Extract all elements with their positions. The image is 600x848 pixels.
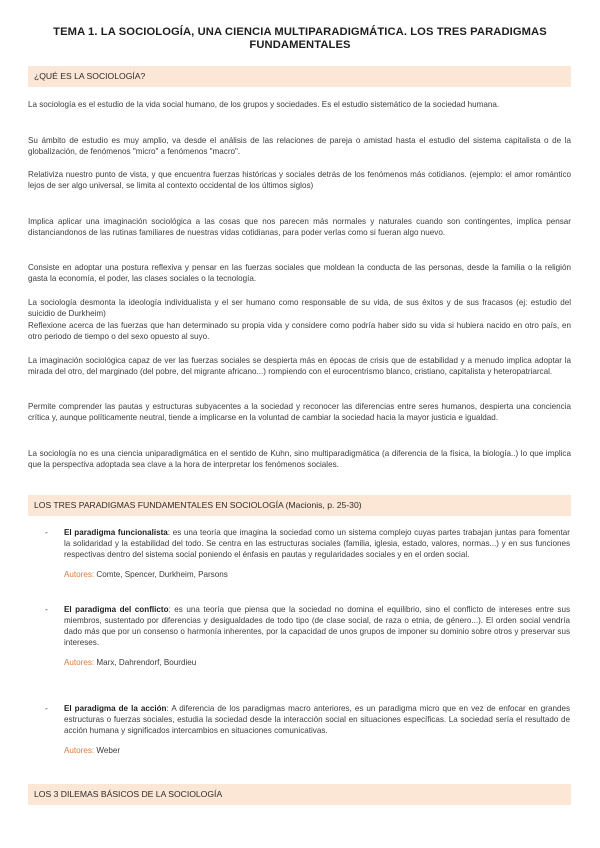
paragraph: Consiste en adoptar una postura reflexiva y pensar en las fuerzas sociales que moldean la conducta de las personas, desde la familia o la religión gasta la economía, el poder, las clases sociales o la tecnología.: [28, 263, 571, 284]
section-heading-que-es: ¿QUÉ ES LA SOCIOLOGÍA?: [28, 66, 571, 87]
paradigm-term: El paradigma funcionalista: [64, 528, 168, 537]
paradigm-term: El paradigma de la acción: [64, 704, 167, 713]
paradigm-item-funcionalista: [45, 527, 571, 580]
authors-list: Marx, Dahrendorf, Bourdieu: [96, 658, 197, 668]
paradigm-description: : es una teoría que imagina la sociedad como un sistema complejo cuyas partes trabajan juntas para fomentar la solidaridad y la estabilidad del todo. Se centra en las estructuras sociales (familia, iglesia, estado, valores, normas...) y en sus funciones respectivas dentro del sistema social poniendo el énfasis en pautas y regularidades sociales y en el orden social.: [64, 528, 571, 560]
paragraph: Permite comprender las pautas y estructuras subyacentes a la sociedad y reconocer las diferencias entre seres humanos, despierta una conciencia crítica y, aunque políticamente neutral, tiende a implicarse en la voluntad de cambiar la sociedad hacia la mayor justicia e igualdad.: [28, 402, 571, 423]
paragraph: Relativiza nuestro punto de vista, y que encuentra fuerzas históricas y sociales detrás de los fenómenos más cotidianos. (ejemplo: el amor romántico lejos de ser algo universal, se limita al contexto occidental de los últimos siglos): [28, 170, 571, 191]
section-heading-paradigmas: LOS TRES PARADIGMAS FUNDAMENTALES EN SOCIOLOGÍA (Macionis, p. 25-30): [28, 495, 571, 516]
document-title: TEMA 1. LA SOCIOLOGÍA, UNA CIENCIA MULTIPARADIGMÁTICA. LOS TRES PARADIGMAS FUNDAMENTALES: [53, 26, 547, 51]
paragraph: Su ámbito de estudio es muy amplio, va desde el análisis de las relaciones de pareja o amistad hasta el estudio del sistema capitalista o de la globalización, de fenómenos "micro" a fenómenos "macro".: [28, 136, 571, 157]
paradigm-description: : es una teoría que piensa que la sociedad no domina el equilibrio, sino el conflicto de intereses entre sus miembros, sustentado por diferencias y desigualdades de todo tipo (de clase social, de raza o etnia, de género...). El orden social vendría dado más que por un consenso o harmonía inherentes, por la capacidad de unos grupos de imponer su dominio sobre otros y preservar sus intereses.: [64, 605, 570, 648]
paragraph: La sociología es el estudio de la vida social humano, de los grupos y sociedades. Es el estudio sistemático de la sociedad humana.: [28, 100, 500, 109]
paragraph: Implica aplicar una imaginación sociológica a las cosas que nos parecen más normales y naturales cuando son contingentes, implica pensar distanciandonos de las rutinas familiares de nuestras vidas cotidianas, para poder verlas como si fueran algo nuevo.: [28, 217, 571, 238]
paragraph: La sociología no es una ciencia uniparadigmática en el sentido de Kuhn, sino multiparadigmática (a diferencia de la física, la biología..) lo que implica que la perspectiva adoptada sea clave a la hora de interpretar los fenómenos sociales.: [28, 449, 571, 470]
authors-label: Autores:: [64, 570, 95, 580]
paradigm-item-conflicto: [45, 604, 570, 668]
paragraph: La imaginación sociológica capaz de ver las fuerzas sociales se despierta más en épocas de crisis que de estabilidad y a menudo implica adoptar la mirada del otro, del marginado (del pobre, del migrante africano...) rompiendo con el eurocentrismo blanco, cristiano, capitalista y heteropatriarcal.: [28, 356, 571, 377]
authors-label: Autores:: [64, 658, 95, 668]
paradigm-term: El paradigma del conflicto: [64, 605, 169, 614]
authors-list: Weber: [96, 746, 121, 756]
authors-label: Autores:: [64, 746, 95, 756]
paragraph: Reflexione acerca de las fuerzas que han determinado su propia vida y considere como podría haber sido su vida si hubiera nacido en otro país, en otro periodo de tiempo o del sexo opuesto al suyo.: [28, 321, 571, 342]
section-heading-dilemas: LOS 3 DILEMAS BÁSICOS DE LA SOCIOLOGÍA: [28, 784, 571, 805]
list-bullet: -: [45, 604, 48, 614]
paragraph: La sociología desmonta la ideología individualista y el ser humano como responsable de su vida, de sus éxitos y de sus fracasos (ej: estudio del suicidio de Durkheim): [28, 298, 571, 319]
paradigm-item-accion: [45, 703, 570, 756]
paradigm-authors: [64, 657, 570, 668]
authors-list: Comte, Spencer, Durkheim, Parsons: [96, 570, 228, 580]
list-bullet: -: [45, 527, 48, 537]
paradigm-description: : A diferencia de los paradigmas macro anteriores, es un paradigma micro que en vez de enfocar en grandes estructuras o fuerzas sociales, estudia la sociedad desde la interacción social en situaciones específicas. La sociedad sería el resultado de acción humana y significados intercambios en situaciones comunicativas.: [64, 704, 570, 736]
list-bullet: -: [45, 703, 48, 713]
paradigm-authors: [64, 569, 570, 580]
paradigm-authors: [64, 745, 570, 756]
